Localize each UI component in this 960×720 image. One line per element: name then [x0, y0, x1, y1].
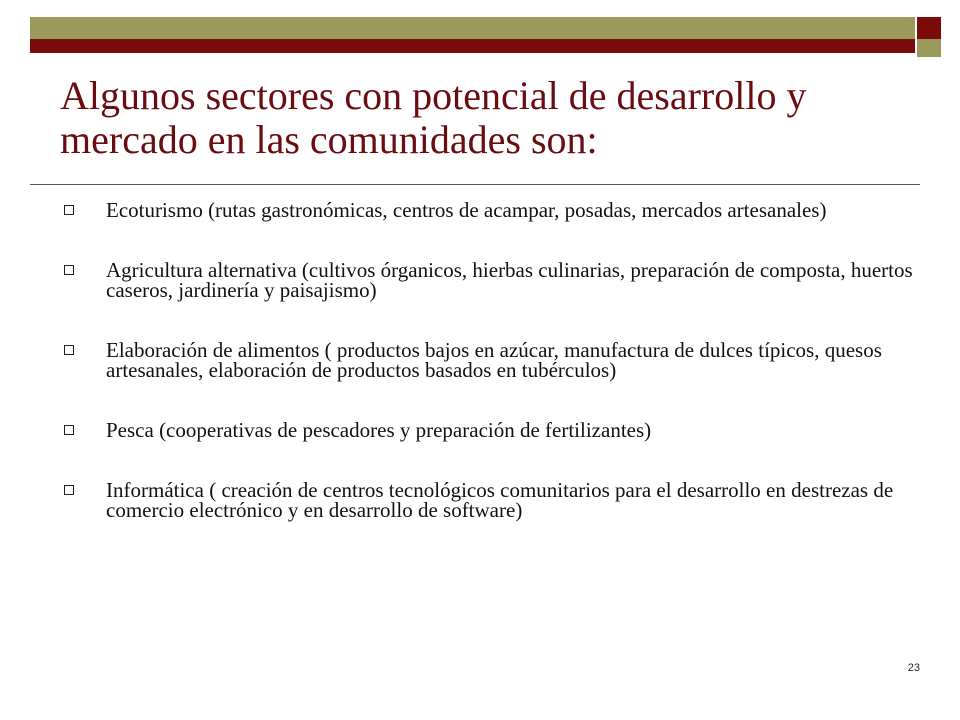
- bullet-item-pesca: [60, 420, 920, 440]
- corner-block: [917, 17, 941, 57]
- bullet-item-alimentos: [60, 340, 920, 380]
- title-divider: [30, 184, 920, 185]
- hollow-square-icon: [64, 425, 74, 435]
- bullet-item-agricultura: [60, 260, 920, 300]
- bullet-text: Elaboración de alimentos ( productos bajos en azúcar, manufactura de dulces típicos, quesos artesanales, elaboración de productos basados en tubérculos): [106, 338, 882, 382]
- header-band-olive: [30, 17, 915, 39]
- bullet-item-informatica: [60, 480, 920, 520]
- slide-number: 23: [907, 662, 920, 674]
- bullet-text: Agricultura alternativa (cultivos órganicos, hierbas culinarias, preparación de composta, huertos caseros, jardinería y paisajismo): [106, 258, 913, 302]
- bullet-text: Pesca (cooperativas de pescadores y preparación de fertilizantes): [106, 418, 652, 442]
- hollow-square-icon: [64, 265, 74, 275]
- bullet-text: Informática ( creación de centros tecnológicos comunitarios para el desarrollo en destrezas de comercio electrónico y en desarrollo de software): [106, 478, 894, 522]
- bullet-list: [60, 200, 920, 520]
- hollow-square-icon: [64, 205, 74, 215]
- bullet-item-ecoturismo: [60, 200, 920, 220]
- bullet-text: Ecoturismo (rutas gastronómicas, centros de acampar, posadas, mercados artesanales): [106, 198, 827, 222]
- header-band: [30, 17, 915, 57]
- hollow-square-icon: [64, 485, 74, 495]
- slide-title: Algunos sectores con potencial de desarrollo y mercado en las comunidades son:: [60, 73, 807, 162]
- hollow-square-icon: [64, 345, 74, 355]
- corner-block-maroon: [917, 17, 941, 39]
- header-band-maroon: [30, 39, 915, 53]
- corner-block-olive: [917, 39, 941, 57]
